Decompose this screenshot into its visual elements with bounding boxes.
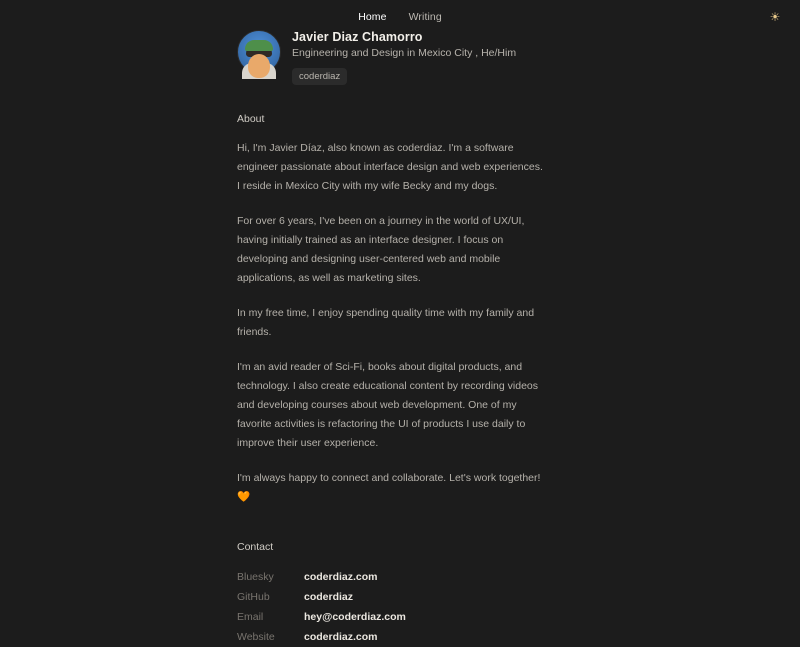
nav-link-home[interactable]: Home xyxy=(358,11,387,23)
contact-label: Bluesky xyxy=(237,571,274,583)
avatar xyxy=(237,30,281,74)
about-paragraph: Hi, I'm Javier Díaz, also known as coderdiaz. I'm a software engineer passionate about interface design and web experiences. I reside in Mexico City with my wife Becky and my dogs. xyxy=(237,142,543,192)
about-paragraph: In my free time, I enjoy spending quality time with my family and friends. xyxy=(237,307,535,338)
about-paragraph-closing xyxy=(237,469,547,507)
nav-link-writing[interactable]: Writing xyxy=(408,11,442,23)
list-item xyxy=(237,587,547,607)
about-paragraph: I'm an avid reader of Sci-Fi, books about digital products, and technology. I also create educational content by recording videos and developing courses about web development. One of my favorite activities is refactoring the UI of products I use daily to improve their user experience. xyxy=(237,361,538,449)
profile-role: Engineering and Design in Mexico City , He/Him xyxy=(292,47,517,59)
profile-text xyxy=(292,30,516,85)
contact-value-website[interactable]: coderdiaz.com xyxy=(304,631,378,643)
contact-section-title: Contact xyxy=(237,541,274,553)
contact-value-bluesky[interactable]: coderdiaz.com xyxy=(304,571,378,583)
main-content xyxy=(237,30,547,647)
top-navigation xyxy=(0,0,800,34)
about-section-title: About xyxy=(237,113,265,125)
contact-value-github[interactable]: coderdiaz xyxy=(304,591,354,603)
about-closing-text: I'm always happy to connect and collaborate. Let's work together! xyxy=(237,472,541,484)
contact-label: Email xyxy=(237,611,264,623)
sun-icon[interactable]: ☀ xyxy=(769,10,781,24)
list-item xyxy=(237,607,547,627)
contact-label: Website xyxy=(237,631,275,643)
orange-heart-icon: 🧡 xyxy=(237,491,251,503)
contact-label: GitHub xyxy=(237,591,270,603)
handle-badge: coderdiaz xyxy=(292,68,347,85)
list-item xyxy=(237,627,547,647)
profile-header xyxy=(237,30,547,85)
page-title: Javier Diaz Chamorro xyxy=(292,30,423,44)
list-item xyxy=(237,567,547,587)
about-paragraph: For over 6 years, I've been on a journey in the world of UX/UI, having initially trained as an interface designer. I focus on developing and designing user-centered web and mobile applications, as well as marketing sites. xyxy=(237,215,525,284)
contact-value-email[interactable]: hey@coderdiaz.com xyxy=(304,611,406,623)
